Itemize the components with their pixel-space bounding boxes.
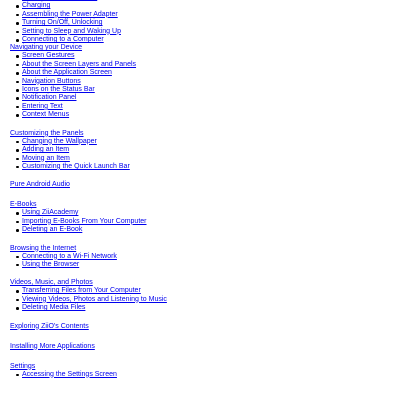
- toc-link[interactable]: Viewing Videos, Photos and Listening to Music: [22, 295, 167, 303]
- section-items-list: [10, 253, 390, 270]
- toc-section-exploring: [10, 323, 390, 331]
- toc-link[interactable]: Connecting to a Wi-Fi Network: [22, 252, 117, 260]
- toc-item: [22, 94, 390, 102]
- toc-section-media: [10, 279, 390, 312]
- toc-section-installing: [10, 343, 390, 351]
- toc-section-ebooks: [10, 201, 390, 234]
- toc-link[interactable]: Charging: [22, 2, 51, 10]
- section-title-link[interactable]: Installing More Applications: [10, 342, 95, 350]
- bullet-icon: [16, 256, 19, 259]
- toc-item: [22, 261, 390, 269]
- toc-item: [22, 28, 390, 36]
- toc-link[interactable]: Connecting to a Computer: [22, 36, 104, 44]
- section-items-list: [10, 138, 390, 172]
- toc-link[interactable]: Notification Panel: [22, 94, 77, 102]
- toc-item: [22, 36, 390, 44]
- bullet-icon: [16, 166, 19, 169]
- toc-item: [22, 146, 390, 154]
- intro-items-list: [10, 0, 390, 44]
- toc-item: [22, 163, 390, 171]
- toc-link[interactable]: Deleting Media Files: [22, 304, 86, 312]
- toc-link[interactable]: Importing E-Books From Your Computer: [22, 217, 147, 225]
- toc-link[interactable]: Adding an Item: [22, 146, 70, 154]
- toc-link[interactable]: Using the Browser: [22, 260, 80, 268]
- toc-item: [22, 69, 390, 77]
- toc-link[interactable]: Entering Text: [22, 102, 63, 110]
- toc-item: [22, 78, 390, 86]
- toc-item: [22, 296, 390, 304]
- toc-item: [22, 86, 390, 94]
- section-title-link[interactable]: E-Books: [10, 201, 37, 209]
- toc-link[interactable]: [22, 0, 97, 1]
- bullet-icon: [16, 299, 19, 302]
- toc-section-navigating: [10, 44, 390, 119]
- toc-link[interactable]: Context Menus: [22, 111, 70, 119]
- bullet-icon: [16, 5, 19, 8]
- toc-item: [22, 253, 390, 261]
- toc-item: [22, 111, 390, 119]
- toc-link[interactable]: Changing the Wallpaper: [22, 137, 97, 145]
- bullet-icon: [16, 158, 19, 161]
- toc-link[interactable]: Turning On/Off, Unlocking: [22, 19, 103, 27]
- section-title-link[interactable]: Pure Android Audio: [10, 181, 70, 189]
- bullet-icon: [16, 374, 19, 377]
- toc-link[interactable]: Screen Gestures: [22, 52, 75, 60]
- toc-link[interactable]: Setting to Sleep and Waking Up: [22, 27, 121, 35]
- bullet-icon: [16, 307, 19, 310]
- bullet-icon: [16, 149, 19, 152]
- bullet-icon: [16, 14, 19, 17]
- section-title-link[interactable]: Browsing the Internet: [10, 244, 77, 252]
- toc-item: [22, 61, 390, 69]
- toc-section-settings: [10, 363, 390, 379]
- toc-item: [22, 371, 390, 379]
- section-title-link[interactable]: Settings: [10, 362, 36, 370]
- toc-link[interactable]: About the Application Screen: [22, 69, 112, 77]
- bullet-icon: [16, 97, 19, 100]
- toc-item: [22, 52, 390, 60]
- bullet-icon: [16, 89, 19, 92]
- bullet-icon: [16, 64, 19, 67]
- toc-section-customizing: [10, 130, 390, 172]
- toc-item: [22, 209, 390, 217]
- toc-link[interactable]: Assembling the Power Adapter: [22, 10, 118, 18]
- toc-link[interactable]: Accessing the Settings Screen: [22, 370, 117, 378]
- toc-item: [22, 218, 390, 226]
- section-title-link[interactable]: Videos, Music, and Photos: [10, 279, 93, 287]
- toc-link[interactable]: Transferring Files from Your Computer: [22, 287, 141, 295]
- toc-link[interactable]: Moving an Item: [22, 154, 70, 162]
- table-of-contents: [10, 0, 390, 389]
- bullet-icon: [16, 290, 19, 293]
- bullet-icon: [16, 22, 19, 25]
- toc-link[interactable]: Deleting an E-Book: [22, 226, 83, 234]
- bullet-icon: [16, 81, 19, 84]
- bullet-icon: [16, 114, 19, 117]
- section-title-link[interactable]: Customizing the Panels: [10, 129, 84, 137]
- toc-item: [22, 226, 390, 234]
- section-items-list: [10, 371, 390, 379]
- toc-item: [22, 287, 390, 295]
- toc-link[interactable]: Icons on the Status Bar: [22, 86, 95, 94]
- section-title-link[interactable]: Navigating your Device: [10, 44, 82, 52]
- toc-link[interactable]: Using ZiiAcademy: [22, 209, 79, 217]
- toc-item: [22, 103, 390, 111]
- bullet-icon: [16, 212, 19, 215]
- bullet-icon: [16, 264, 19, 267]
- section-items-list: [10, 52, 390, 119]
- bullet-icon: [16, 72, 19, 75]
- bullet-icon: [16, 39, 19, 42]
- toc-item: [22, 138, 390, 146]
- toc-item: [22, 2, 390, 10]
- bullet-icon: [16, 229, 19, 232]
- toc-link[interactable]: Navigation Buttons: [22, 77, 81, 85]
- toc-item: [22, 155, 390, 163]
- toc-link[interactable]: About the Screen Layers and Panels: [22, 60, 137, 68]
- section-items-list: [10, 287, 390, 312]
- bullet-icon: [16, 221, 19, 224]
- section-title-link[interactable]: Exploring ZiiO's Contents: [10, 322, 89, 330]
- toc-item: [22, 11, 390, 19]
- toc-section-audio: [10, 181, 390, 189]
- bullet-icon: [16, 31, 19, 34]
- toc-item: [22, 19, 390, 27]
- toc-section-browsing: [10, 245, 390, 270]
- toc-item: [22, 304, 390, 312]
- bullet-icon: [16, 55, 19, 58]
- bullet-icon: [16, 141, 19, 144]
- toc-link[interactable]: Customizing the Quick Launch Bar: [22, 162, 130, 170]
- bullet-icon: [16, 106, 19, 109]
- section-items-list: [10, 209, 390, 234]
